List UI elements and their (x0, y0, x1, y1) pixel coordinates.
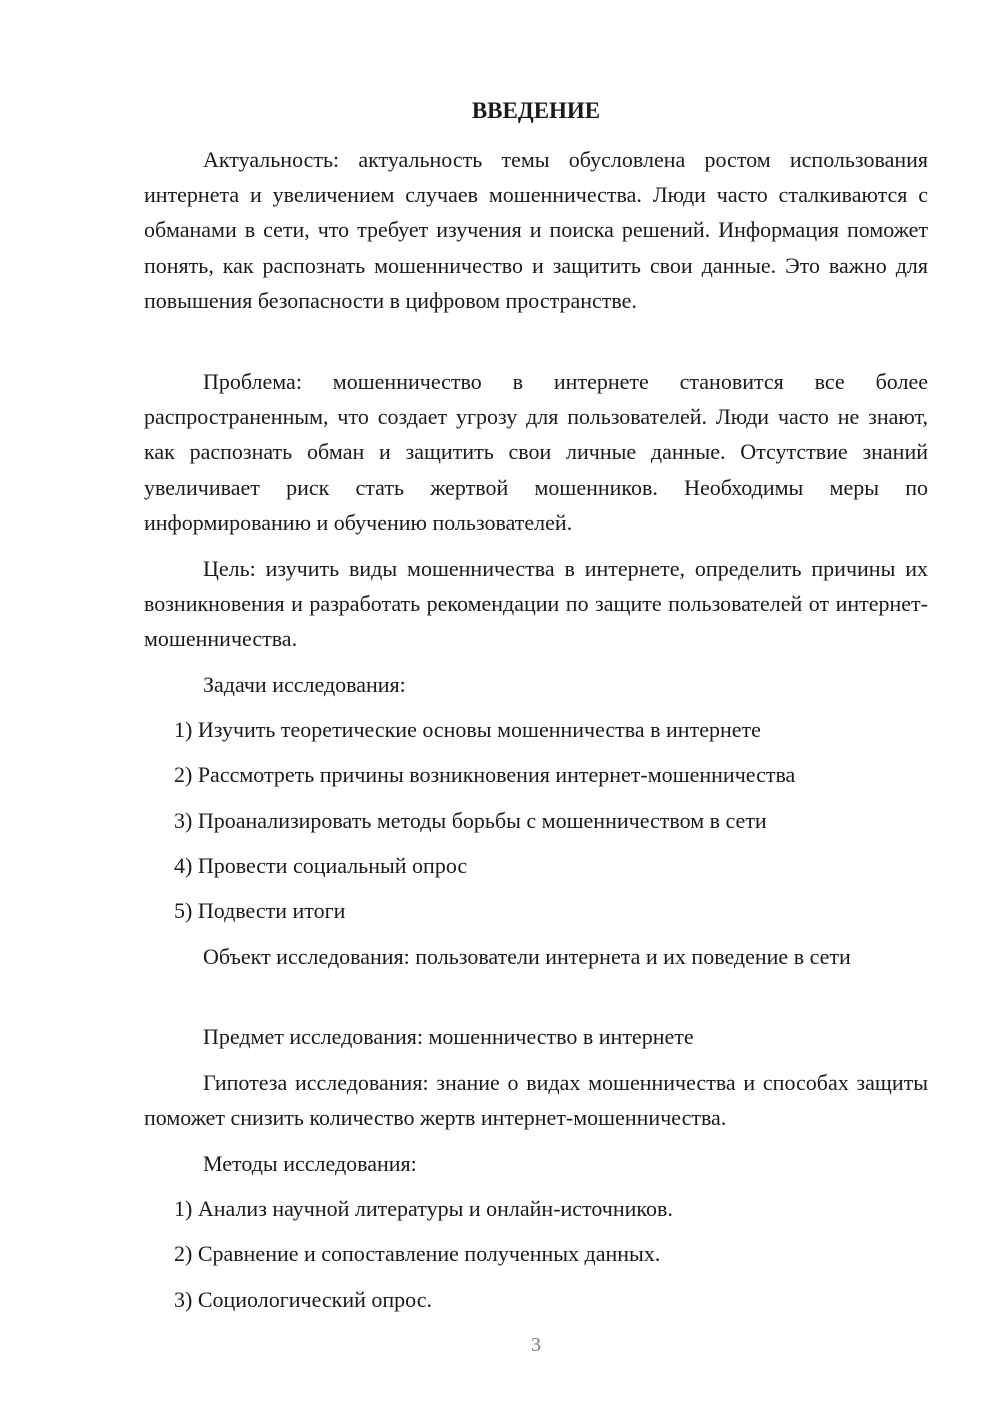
method-item: 3) Социологический опрос. (174, 1287, 432, 1312)
hypothesis-paragraph: Гипотеза исследования: знание о видах мошенничества и способах защиты поможет снизить количество жертв интернет-мошенничества. (144, 1070, 928, 1131)
method-item: 2) Сравнение и сопоставление полученных данных. (174, 1241, 661, 1266)
relevance-paragraph: Актуальность: актуальность темы обусловлена ростом использования интернета и увеличением случаев мошенничества. Люди часто сталкиваются с обманами в сети, что требует изучения и поиска решений. Информация поможет понять, как распознать мошенничество и защитить свои данные. Это важно для повышения безопасности в цифровом пространстве. (144, 147, 928, 313)
task-item: 4) Провести социальный опрос (174, 853, 468, 878)
subject-paragraph: Предмет исследования: мошенничество в интернете (203, 1024, 694, 1049)
section-title: ВВЕДЕНИЕ (471, 98, 601, 123)
goal-paragraph: Цель: изучить виды мошенничества в интернете, определить причины их возникновения и разработать рекомендации по защите пользователей от интернет-мошенничества. (144, 556, 928, 652)
tasks-heading: Задачи исследования: (203, 672, 406, 697)
task-item: 5) Подвести итоги (174, 898, 346, 923)
methods-heading: Методы исследования: (203, 1151, 417, 1176)
problem-paragraph: Проблема: мошенничество в интернете становится все более распространенным, что создает угрозу для пользователей. Люди часто не знают, как распознать обман и защитить свои личные данные. Отсутствие знаний увеличивает риск стать жертвой мошенников. Необходимы меры по информированию и обучению пользователей. (144, 369, 928, 535)
task-item: 1) Изучить теоретические основы мошенничества в интернете (174, 717, 761, 742)
page-number: 3 (531, 1334, 541, 1356)
task-item: 2) Рассмотреть причины возникновения интернет-мошенничества (174, 762, 796, 787)
object-paragraph: Объект исследования: пользователи интернета и их поведение в сети (203, 944, 851, 969)
task-item: 3) Проанализировать методы борьбы с мошенничеством в сети (174, 808, 767, 833)
method-item: 1) Анализ научной литературы и онлайн-источников. (174, 1196, 673, 1221)
